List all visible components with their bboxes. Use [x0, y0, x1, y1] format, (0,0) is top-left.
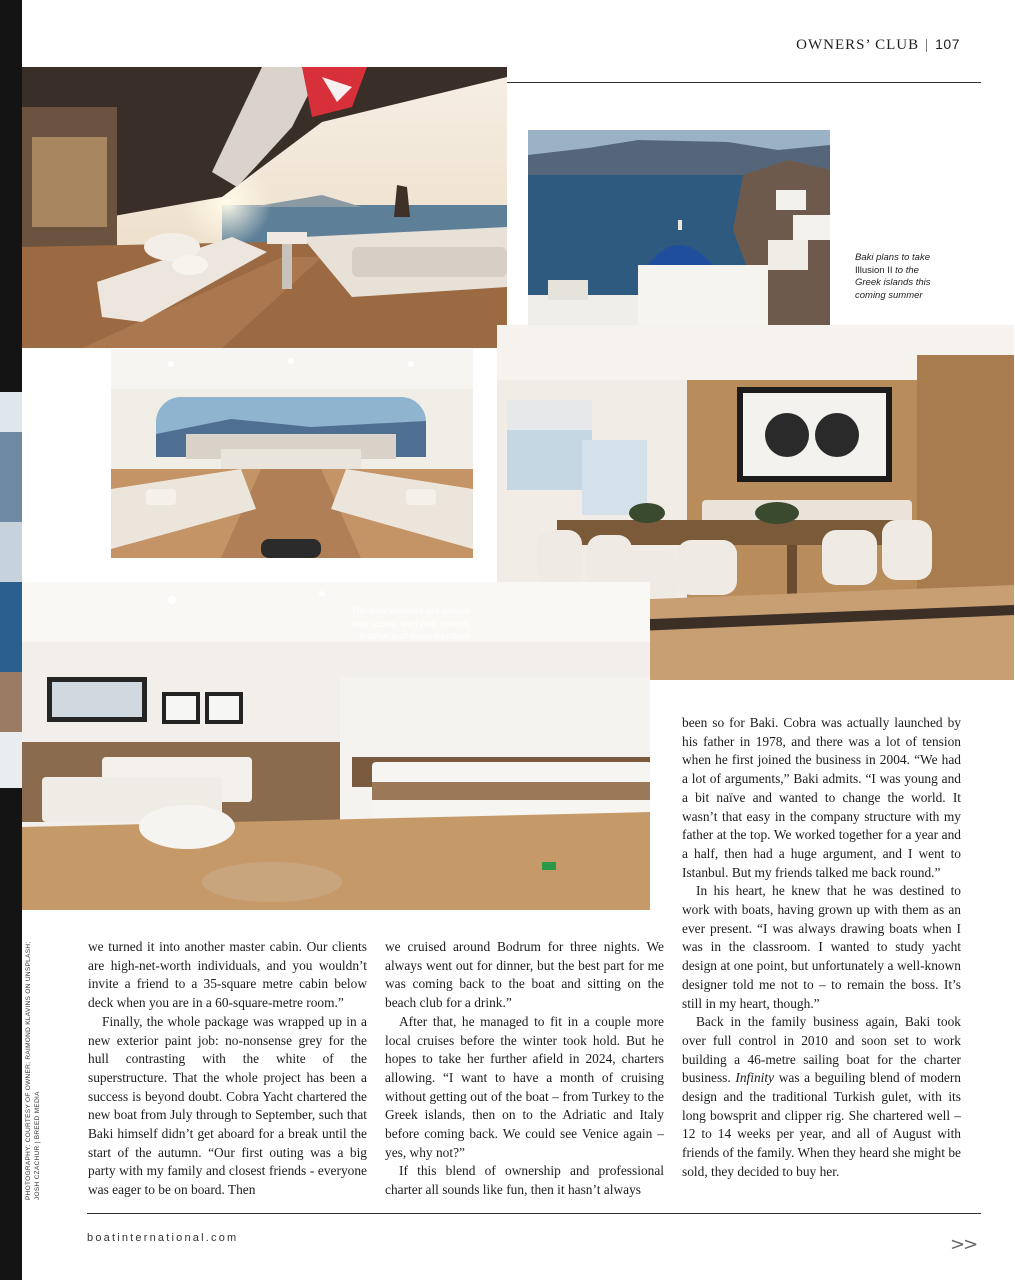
column-2-paragraph-2: After that, he managed to fit in a couple more local cruises before the winter took hold. But he hopes to take her further afield in 2024, charters allowing. “I want to have a month of cruising without getting out of the boat – from Turkey to the Greek islands, then on to the Adriatic and Italy before coming back. We could see Venice again – yes, why not?” — [385, 1013, 664, 1160]
photo-credit-line1: PHOTOGRAPHY: COURTESY OF OWNER; RAIMOND KLAVINS ON UNSPLASH; — [25, 941, 32, 1200]
yacht-name-infinity: Infinity — [735, 1070, 775, 1086]
caption-yacht-name: Illusion II — [855, 264, 893, 276]
footer-website: boatinternational.com — [87, 1232, 239, 1244]
column-3-paragraph-3-end: was a beguiling blend of modern design and the traditional Turkish gulet, with its long bowsprit and clipper rig. She chartered well – 12 to 14 weeks per year, and all of August with friends of the family. When they heard she might be sold, they decided to buy her. — [682, 1070, 961, 1179]
page-number: 107 — [935, 36, 960, 52]
photo-credit-line2: JOSH CZACHUR | BREED MEDIA — [34, 1091, 41, 1200]
caption-santorini-line2 — [855, 265, 985, 278]
column-3-paragraph-3-start: Back in the family business again, Baki took over full control in 2010 and soon set to work building a 46-metre sailing boat for the charter business. — [682, 1014, 961, 1086]
column-3-paragraph-1: been so for Baki. Cobra was actually launched by his father in 1978, and there was a lot of tension when he first joined the business in 2004. “We had a lot of arguments,” Baki admits. “I was young and a bit naïve and wanted to change the world. It wasn’t that easy in the company structure with my father at the top. We worked together for a year and a half, then had a huge argument, and I went to Istanbul. But my friends talked me back round.” — [682, 715, 961, 880]
column-2-paragraph-1: we cruised around Bodrum for three nights. We always went out for dinner, but the best part for me was coming back to the boat and sitting on the beach club for a drink.” — [385, 939, 664, 1011]
header-separator: | — [925, 37, 930, 53]
column-3-paragraph-2: In his heart, he knew that he was destined to work with boats, having grown up with them as an ever present. “I was always drawing boats when I was in the classroom. I wanted to study yacht design at one point, but unfortunately a well-known designer told me not to – to remain the boss. It’s still in my heart, though.” — [682, 883, 961, 1011]
photo-santorini — [528, 130, 830, 325]
caption-santorini-line2-rest: to the — [895, 264, 919, 276]
column-1-paragraph-1: we turned it into another master cabin. Our clients are high-net-worth individuals, and you wouldn’t invite a friend to a 35-square metre cabin below deck when you are in a 60-square-metre room.” — [88, 939, 367, 1011]
column-3-paragraph-3 — [682, 1013, 961, 1181]
column-2-paragraph-3: If this blend of ownership and professional charter all sounds like fun, then it hasn’t always — [385, 1163, 664, 1198]
body-column-2 — [385, 938, 664, 1200]
caption-interiors-line2: and subtle, with oak, marble — [351, 618, 470, 630]
caption-interiors-line3: leather and loose furniture — [359, 631, 470, 642]
caption-interiors-line1: The new interiors are simple — [350, 606, 470, 617]
caption-santorini-line3: Greek islands this — [855, 277, 931, 288]
caption-santorini-line1: Baki plans to take — [855, 252, 930, 263]
double-chevron-right-icon: >> — [950, 1234, 977, 1255]
header-rule — [507, 82, 981, 83]
footer-rule — [87, 1213, 981, 1214]
body-column-1 — [88, 938, 367, 1200]
caption-interiors — [300, 606, 470, 644]
photo-aft-deck-sunset — [22, 67, 507, 348]
body-column-3 — [682, 714, 961, 1182]
column-1-paragraph-2: Finally, the whole package was wrapped up in a new exterior paint job: no-nonsense grey for the hull contrasting with the white of the superstructure. That the whole project has been a success is beyond doubt. Cobra Yacht chartered the new boat from July through to September, such that Baki himself didn’t get aboard for a break until the start of the autumn. “Our first outing was a big party with my family and closest friends - everyone was eager to be on board. Then — [88, 1013, 367, 1198]
previous-page-photo-sliver — [0, 392, 22, 788]
photo-credit — [24, 940, 42, 1200]
section-title: OWNERS’ CLUB — [796, 37, 920, 53]
photo-main-deck-lounge — [111, 349, 473, 558]
running-header — [796, 36, 960, 54]
caption-santorini-line4: coming summer — [855, 289, 923, 301]
caption-santorini — [855, 252, 985, 302]
